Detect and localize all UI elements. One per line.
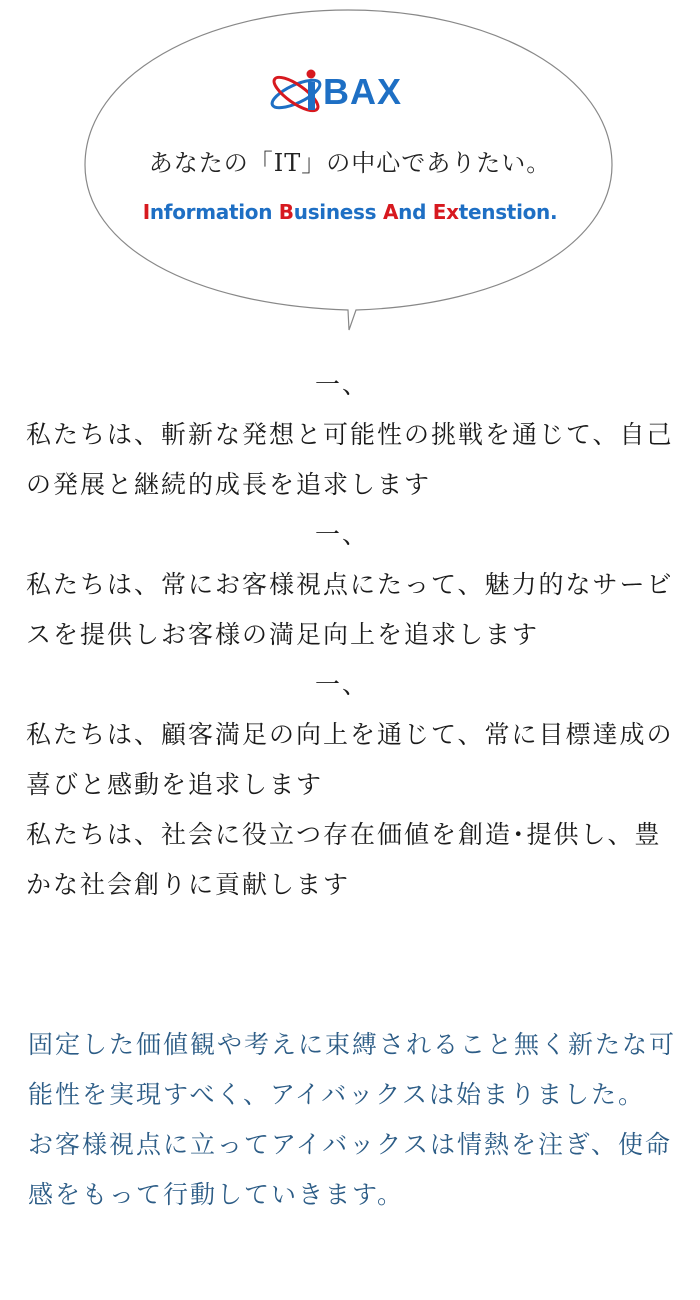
motto-word: tenstion. (458, 200, 558, 224)
principle-text: 私たちは、斬新な発想と可能性の挑戦を通じて、自己の発展と継続的成長を追求します (26, 420, 674, 499)
tagline: あなたの「IT」の中心でありたい。 (148, 149, 552, 177)
motto-word: nd (398, 200, 433, 224)
motto-cap: I (142, 200, 150, 224)
principle-marker: 一、 (314, 370, 369, 399)
motto-cap: A (382, 200, 399, 224)
motto-cap: B (278, 200, 294, 224)
motto-word: usiness (293, 200, 383, 224)
principle-marker: 一、 (314, 670, 369, 699)
principle-text: 私たちは、社会に役立つ存在価値を創造･提供し、豊かな社会創りに貢献します (26, 820, 662, 899)
logo-text: BAX (323, 71, 403, 112)
principle-text: 私たちは、常にお客様視点にたって、魅力的なサービスを提供しお客様の満足向上を追求します (26, 570, 674, 649)
motto-word: nformation (149, 200, 279, 224)
closing-statement (28, 1020, 688, 1220)
motto (0, 200, 700, 224)
closing-line: お客様視点に立ってアイバックスは情熱を注ぎ、使命感をもって行動していきます。 (28, 1130, 673, 1209)
principles-list (26, 360, 686, 910)
motto-cap: x (446, 200, 459, 224)
principle-marker: 一、 (314, 520, 369, 549)
closing-line: 固定した価値観や考えに束縛されること無く新たな可能性を実現すべく、アイバックスは始まりました。 (28, 1030, 677, 1109)
motto-cap: E (432, 200, 447, 224)
principle-text: 私たちは、顧客満足の向上を通じて、常に目標達成の喜びと感動を追求します (26, 720, 674, 799)
